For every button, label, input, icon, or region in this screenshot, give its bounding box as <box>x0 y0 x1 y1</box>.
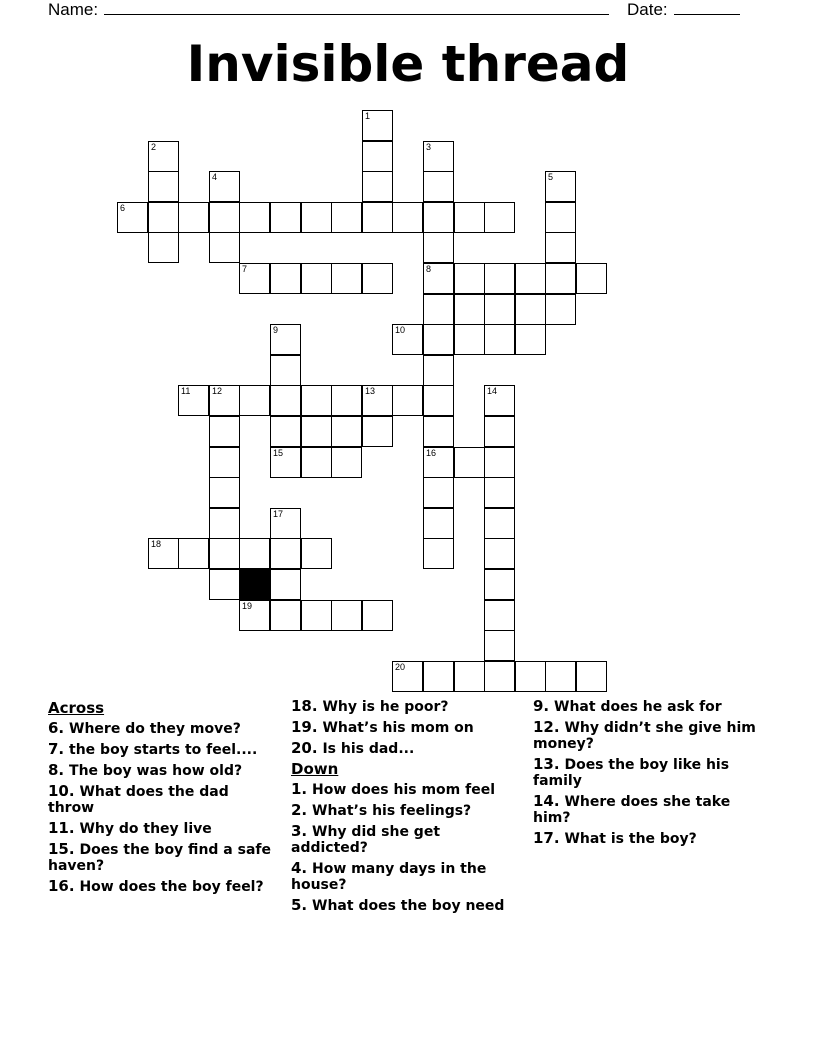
grid-cell[interactable] <box>484 630 515 661</box>
clue-number: 16. <box>48 877 75 895</box>
grid-cell[interactable] <box>362 263 393 294</box>
grid-cell[interactable] <box>484 538 515 569</box>
clue-text: Why is he poor? <box>317 699 449 715</box>
grid-cell[interactable] <box>331 263 362 294</box>
clue-item <box>48 762 278 779</box>
grid-cell[interactable] <box>545 232 576 263</box>
grid-cell[interactable] <box>392 385 423 416</box>
grid-cell[interactable] <box>331 416 362 447</box>
clue-column-1 <box>48 698 278 899</box>
clue-number: 14 <box>487 386 498 396</box>
grid-cell[interactable] <box>484 477 515 508</box>
down-heading: Down <box>291 760 339 778</box>
clue-number: 11 <box>181 386 191 396</box>
grid-cell[interactable] <box>209 232 240 263</box>
clue-number: 8. <box>48 761 65 779</box>
down-clue-list <box>291 781 521 914</box>
clue-text: How many days in the house? <box>291 861 487 893</box>
grid-cell[interactable] <box>270 263 301 294</box>
clue-column-2 <box>291 698 521 918</box>
grid-cell[interactable] <box>392 661 423 692</box>
grid-cell[interactable] <box>515 294 546 325</box>
clue-number: 20 <box>395 662 406 672</box>
grid-cell[interactable] <box>209 477 240 508</box>
grid-cell[interactable] <box>484 324 515 355</box>
clue-number: 17. <box>533 829 560 847</box>
grid-cell[interactable] <box>270 538 301 569</box>
grid-cell[interactable] <box>423 263 454 294</box>
grid-cell[interactable] <box>148 141 179 172</box>
clue-text: What’s his mom on <box>317 720 474 736</box>
grid-cell[interactable] <box>178 385 209 416</box>
grid-cell[interactable] <box>423 416 454 447</box>
clue-text: Why do they live <box>74 821 212 837</box>
clue-text: the boy starts to feel.... <box>64 742 258 758</box>
grid-cell[interactable] <box>484 416 515 447</box>
grid-cell[interactable] <box>239 263 270 294</box>
clue-number: 10 <box>395 325 406 335</box>
grid-cell[interactable] <box>423 661 454 692</box>
down-clue-list-continued <box>533 698 763 847</box>
grid-cell[interactable] <box>148 171 179 202</box>
grid-cell[interactable] <box>209 538 240 569</box>
clue-text: Does the boy like his family <box>533 757 730 789</box>
clue-number: 1 <box>365 111 371 121</box>
grid-cell[interactable] <box>545 294 576 325</box>
grid-cell[interactable] <box>454 447 485 478</box>
grid-cell[interactable] <box>545 661 576 692</box>
grid-cell[interactable] <box>423 508 454 539</box>
grid-cell[interactable] <box>117 202 148 233</box>
clue-number: 19. <box>291 718 318 736</box>
clue-number: 11. <box>48 819 75 837</box>
grid-cell[interactable] <box>362 600 393 631</box>
grid-cell[interactable] <box>301 600 332 631</box>
clue-item <box>291 698 521 715</box>
clue-number: 20. <box>291 739 318 757</box>
clue-item <box>291 897 521 914</box>
grid-cell[interactable] <box>270 355 301 386</box>
clue-item <box>48 841 278 874</box>
grid-cell[interactable] <box>423 355 454 386</box>
clue-number: 12. <box>533 718 560 736</box>
grid-cell[interactable] <box>454 294 485 325</box>
clue-item <box>533 698 763 715</box>
grid-cell[interactable] <box>301 538 332 569</box>
grid-cell[interactable] <box>362 171 393 202</box>
grid-cell[interactable] <box>331 447 362 478</box>
clue-number: 16 <box>426 448 437 458</box>
grid-cell[interactable] <box>270 508 301 539</box>
clue-text: Does the boy find a safe haven? <box>48 842 271 874</box>
grid-cell[interactable] <box>484 385 515 416</box>
grid-cell[interactable] <box>423 385 454 416</box>
clue-number: 6. <box>48 719 65 737</box>
clue-number: 18. <box>291 697 318 715</box>
clue-item <box>291 719 521 736</box>
clue-item <box>48 878 278 895</box>
grid-cell[interactable] <box>423 324 454 355</box>
grid-cell[interactable] <box>392 324 423 355</box>
across-clue-list <box>48 720 278 895</box>
clue-number: 5. <box>291 896 308 914</box>
grid-cell[interactable] <box>576 661 607 692</box>
grid-cell[interactable] <box>301 447 332 478</box>
across-heading: Across <box>48 699 105 717</box>
clue-number: 12 <box>212 386 223 396</box>
clue-text: How does his mom feel <box>307 782 496 798</box>
grid-cell[interactable] <box>515 263 546 294</box>
across-clue-list-continued <box>291 698 521 757</box>
clue-text: What is the boy? <box>559 831 697 847</box>
clue-text: What’s his feelings? <box>307 803 472 819</box>
grid-cell[interactable] <box>362 416 393 447</box>
grid-cell[interactable] <box>239 202 270 233</box>
clue-text: What does he ask for <box>549 699 722 715</box>
grid-cell[interactable] <box>423 232 454 263</box>
clue-text: What does the dad throw <box>48 784 229 816</box>
grid-cell[interactable] <box>484 202 515 233</box>
grid-cell[interactable] <box>209 416 240 447</box>
grid-cell[interactable] <box>454 324 485 355</box>
clue-item <box>291 860 521 893</box>
grid-cell[interactable] <box>454 661 485 692</box>
clue-number: 17 <box>273 509 284 519</box>
grid-cell[interactable] <box>301 416 332 447</box>
clue-item <box>533 793 763 826</box>
clue-item <box>291 823 521 856</box>
page-title: Invisible thread <box>186 35 630 93</box>
grid-cell[interactable] <box>484 294 515 325</box>
grid-cell[interactable] <box>270 324 301 355</box>
grid-cell[interactable] <box>270 416 301 447</box>
grid-cell[interactable] <box>301 385 332 416</box>
clue-text: Where do they move? <box>64 721 241 737</box>
clue-number: 10. <box>48 782 75 800</box>
clue-text: Why did she get addicted? <box>291 824 441 856</box>
clue-item <box>533 830 763 847</box>
clue-item <box>291 781 521 798</box>
grid-cell[interactable] <box>148 232 179 263</box>
grid-cell[interactable] <box>423 202 454 233</box>
clue-text: What does the boy need <box>307 898 505 914</box>
date-label: Date: <box>627 0 668 19</box>
grid-cell[interactable] <box>484 263 515 294</box>
clue-number: 13 <box>365 386 376 396</box>
clue-text: Is his dad... <box>317 741 415 757</box>
grid-cell[interactable] <box>209 569 240 600</box>
clue-number: 15. <box>48 840 75 858</box>
clue-text: Where does she take him? <box>533 794 731 826</box>
grid-cell[interactable] <box>515 661 546 692</box>
grid-cell[interactable] <box>209 385 240 416</box>
grid-cell[interactable] <box>484 508 515 539</box>
clue-number: 3. <box>291 822 308 840</box>
clue-number: 7. <box>48 740 65 758</box>
grid-cell[interactable] <box>454 202 485 233</box>
grid-cell[interactable] <box>362 141 393 172</box>
name-label: Name: <box>48 0 99 19</box>
grid-cell[interactable] <box>423 294 454 325</box>
grid-cell[interactable] <box>239 385 270 416</box>
grid-cell[interactable] <box>209 447 240 478</box>
clue-item <box>48 741 278 758</box>
grid-cell[interactable] <box>484 569 515 600</box>
clue-number: 4. <box>291 859 308 877</box>
grid-cell[interactable] <box>362 385 393 416</box>
grid-cell[interactable] <box>423 538 454 569</box>
clue-item <box>533 719 763 752</box>
clue-item <box>48 783 278 816</box>
grid-cell[interactable] <box>545 171 576 202</box>
grid-cell[interactable] <box>545 202 576 233</box>
grid-cell[interactable] <box>178 202 209 233</box>
grid-cell[interactable] <box>423 447 454 478</box>
shaded-cell <box>239 569 270 600</box>
clue-item <box>48 720 278 737</box>
grid-cell[interactable] <box>484 600 515 631</box>
clue-number: 5 <box>548 172 554 182</box>
grid-cell[interactable] <box>209 508 240 539</box>
grid-cell[interactable] <box>270 385 301 416</box>
grid-cell[interactable] <box>331 202 362 233</box>
clue-number: 9. <box>533 697 550 715</box>
clue-text: How does the boy feel? <box>74 879 264 895</box>
grid-cell[interactable] <box>576 263 607 294</box>
clue-number: 3 <box>426 142 432 152</box>
clue-number: 14. <box>533 792 560 810</box>
grid-cell[interactable] <box>301 202 332 233</box>
grid-cell[interactable] <box>239 600 270 631</box>
clue-number: 2. <box>291 801 308 819</box>
grid-cell[interactable] <box>270 569 301 600</box>
grid-cell[interactable] <box>362 110 393 141</box>
clue-number: 9 <box>273 325 279 335</box>
clue-number: 6 <box>120 203 126 213</box>
grid-cell[interactable] <box>331 600 362 631</box>
clue-number: 18 <box>151 539 162 549</box>
clue-number: 8 <box>426 264 432 274</box>
clue-number: 19 <box>242 601 253 611</box>
grid-cell[interactable] <box>392 202 423 233</box>
clue-number: 1. <box>291 780 308 798</box>
grid-cell[interactable] <box>178 538 209 569</box>
clue-text: Why didn’t she give him money? <box>533 720 756 752</box>
grid-cell[interactable] <box>484 447 515 478</box>
clue-text: The boy was how old? <box>64 763 243 779</box>
clue-number: 15 <box>273 448 284 458</box>
grid-cell[interactable] <box>362 202 393 233</box>
clue-column-3 <box>533 698 763 851</box>
grid-cell[interactable] <box>301 263 332 294</box>
grid-cell[interactable] <box>454 263 485 294</box>
clue-item <box>291 740 521 757</box>
clue-number: 13. <box>533 755 560 773</box>
grid-cell[interactable] <box>423 477 454 508</box>
grid-cell[interactable] <box>484 661 515 692</box>
grid-cell[interactable] <box>423 141 454 172</box>
grid-cell[interactable] <box>331 385 362 416</box>
grid-cell[interactable] <box>209 202 240 233</box>
grid-cell[interactable] <box>270 600 301 631</box>
grid-cell[interactable] <box>239 538 270 569</box>
clue-item <box>48 820 278 837</box>
grid-cell[interactable] <box>270 202 301 233</box>
grid-cell[interactable] <box>148 202 179 233</box>
clue-number: 2 <box>151 142 157 152</box>
clue-number: 7 <box>242 264 248 274</box>
grid-cell[interactable] <box>545 263 576 294</box>
grid-cell[interactable] <box>423 171 454 202</box>
grid-cell[interactable] <box>270 447 301 478</box>
clue-item <box>291 802 521 819</box>
clue-number: 4 <box>212 172 218 182</box>
grid-cell[interactable] <box>209 171 240 202</box>
clue-item <box>533 756 763 789</box>
grid-cell[interactable] <box>148 538 179 569</box>
grid-cell[interactable] <box>515 324 546 355</box>
